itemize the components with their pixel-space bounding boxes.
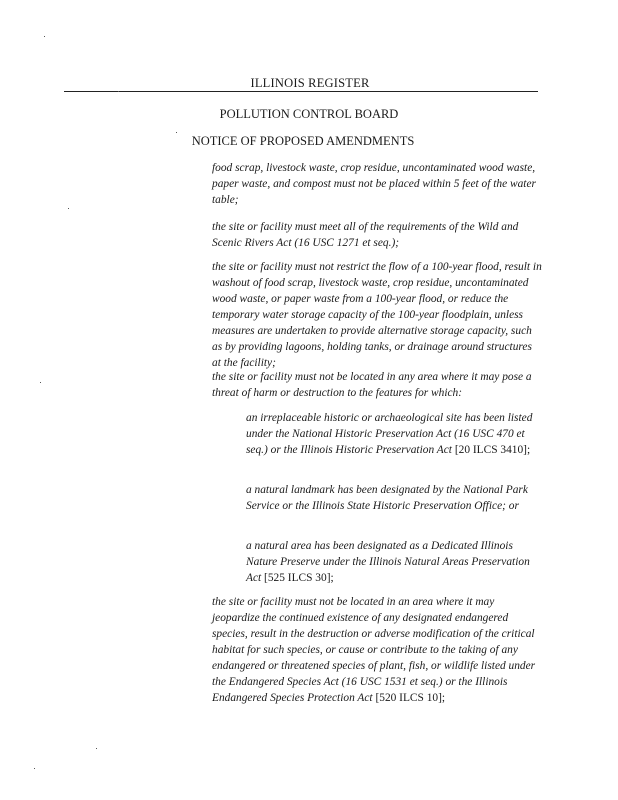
paragraph-endangered-species	[212, 594, 542, 706]
register-title: ILLINOIS REGISTER	[250, 76, 370, 90]
paragraph-wild-scenic-rivers: the site or facility must meet all of the requirements of the Wild and Scenic Rivers Act (16 USC 1271 et seq.);	[212, 221, 519, 249]
paragraph-threat-of-harm: the site or facility must not be located in any area where it may pose a threat of harm or destruction to the features for which:	[212, 371, 532, 399]
scan-speck	[176, 132, 177, 133]
subitem-natural-area-text: a natural area has been designated as a Dedicated Illinois Nature Preserve under the Illinois Natural Areas Preservation Act	[246, 540, 530, 584]
paragraph-flood: the site or facility must not restrict the flow of a 100-year flood, result in washout of food scrap, livestock waste, crop residue, uncontaminated wood waste, or paper waste from a 100-year flood, or reduce the temporary water storage capacity of the 100-year floodplain, unless measures are undertaken to provide alternative storage capacity, such as by providing lagoons, holding tanks, or drainage around structures at the facility;	[212, 261, 542, 369]
agency-name: POLLUTION CONTROL BOARD	[219, 107, 399, 121]
header-rule	[64, 91, 538, 92]
paragraph-water-table: food scrap, livestock waste, crop residue, uncontaminated wood waste, paper waste, and compost must not be placed within 5 feet of the water table;	[212, 162, 536, 206]
scan-speck	[68, 208, 69, 209]
paragraph-endangered-species-citation: [520 ILCS 10];	[375, 692, 446, 704]
scan-speck	[40, 382, 41, 383]
subitem-historic-site	[246, 410, 542, 458]
scan-speck	[118, 91, 119, 92]
scan-speck	[44, 36, 45, 37]
subitem-historic-site-citation: [20 ILCS 3410];	[454, 444, 531, 456]
scan-speck	[96, 748, 97, 749]
scan-speck	[34, 768, 35, 769]
paragraph-endangered-species-text: the site or facility must not be located in an area where it may jeopardize the continued existence of any designated endangered species, result in the destruction or adverse modification of the critical habitat for such species, or cause or contribute to the taking of any endangered or threatened species of plant, fish, or wildlife listed under the Endangered Species Act (16 USC 1531 et seq.) or the Illinois Endangered Species Protection Act	[212, 596, 536, 704]
subitem-natural-landmark: a natural landmark has been designated by the National Park Service or the Illinois State Historic Preservation Office; or	[246, 484, 528, 512]
subitem-natural-area-citation: [525 ILCS 30];	[264, 572, 334, 584]
notice-heading: NOTICE OF PROPOSED AMENDMENTS	[191, 134, 415, 148]
subitem-natural-area	[246, 538, 542, 586]
subitem-historic-site-text: an irreplaceable historic or archaeological site has been listed under the National Historic Preservation Act (16 USC 470 et seq.) or the Illinois Historic Preservation Act	[246, 412, 533, 456]
